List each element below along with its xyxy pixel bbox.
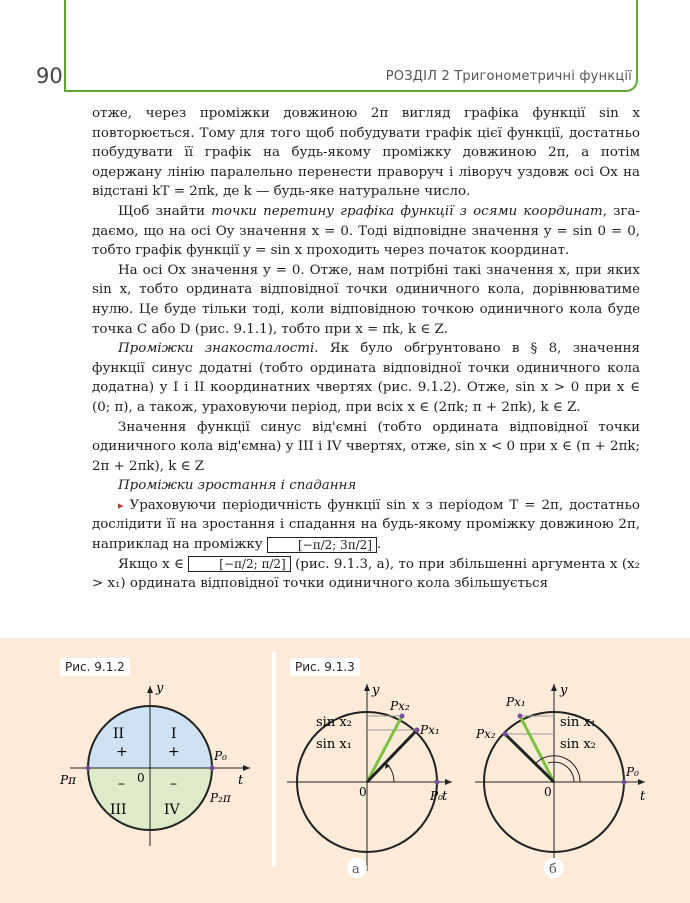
y-arrow-icon xyxy=(364,684,370,691)
figure-caption-9-1-2: Рис. 9.1.2 xyxy=(60,658,130,676)
px2-label: Px₂ xyxy=(390,699,410,713)
chapter-title: РОЗДІЛ 2 Тригонометричні функції xyxy=(385,69,632,84)
interval: [−π/2; π/2] xyxy=(188,556,290,572)
t-label: t xyxy=(442,789,448,804)
subfigure-label-b: б xyxy=(549,862,557,877)
section-heading: Проміжки зростання і спадання xyxy=(118,478,357,494)
quadrant-sign: + xyxy=(116,744,128,760)
quadrant-sign: – xyxy=(118,776,125,792)
y-label: y xyxy=(156,681,164,696)
t-label: t xyxy=(238,773,244,788)
quadrant-label: III xyxy=(110,802,127,818)
unit-circle-a xyxy=(282,676,462,886)
quadrant-sign: – xyxy=(170,776,177,792)
paragraph-5: Значення функції синус від'ємні (тобто ордината відповідної точки одиничного кола від'ємна) у III і IV чвертях, отже, sin x < 0 при x ∈ (π + 2πk; 2π + 2πk), k ∈ Z xyxy=(92,419,640,474)
figure-divider xyxy=(272,652,276,867)
origin-label: 0 xyxy=(544,785,552,799)
t-arrow-icon xyxy=(445,779,452,785)
sin-x2-label: sin x₂ xyxy=(316,715,352,730)
t-label: t xyxy=(640,789,646,804)
p0-label: P₀ xyxy=(626,765,639,779)
y-label: y xyxy=(372,683,380,698)
p2pi-label: P₂π xyxy=(210,791,231,805)
marker-icon: ▸ xyxy=(118,498,124,512)
t-arrow-icon xyxy=(638,779,645,785)
px1-label: Px₁ xyxy=(506,695,526,709)
p0-label: P₀ xyxy=(430,789,443,803)
figure-caption-9-1-3: Рис. 9.1.3 xyxy=(290,658,360,676)
paragraph-8: Якщо x ∈ [−π/2; π/2] (рис. 9.1.3, а), то при збільшенні аргумента x (x₂ > x₁) ордината відповідної точки одиничного кола збільшується xyxy=(92,556,640,592)
t-arrow-icon xyxy=(243,765,250,771)
px1-label: Px₁ xyxy=(420,723,440,737)
sin-x2-label: sin x₂ xyxy=(560,737,596,752)
radius-x1 xyxy=(520,716,554,782)
page-number: 90 xyxy=(36,64,63,88)
quadrant-label: II xyxy=(113,726,125,742)
unit-circle-b xyxy=(470,676,660,886)
subfigure-label-a: а xyxy=(352,862,360,877)
paragraph-7: ▸ Ураховуючи періодичність функції sin x з періодом T = 2π, достатньо дослідити її на зростання і спадання на будь-якому проміжку довжиною 2π, наприклад на проміжку [−π/2; 3π/2] . xyxy=(92,497,640,553)
unit-circle-quadrants xyxy=(50,676,270,856)
paragraph-1: отже, через проміжки довжиною 2π вигляд графіка функції sin x повторюється. Тому для того щоб побудувати графік цієї функції, достатньо побудувати її графік на будь-якому проміжку довжиною 2π, а потім одержану лінію паралельно перенести праворуч і ліворуч уздовж осі Ox на відстані kT = 2πk, де k — будь-яке натуральне число. xyxy=(92,106,640,200)
y-label: y xyxy=(560,683,568,698)
quadrant-label: IV xyxy=(164,802,180,818)
paragraph-4: Проміжки знакосталості. Як було обґрунтовано в § 8, значення функції синус додатні (тобто ордината відповідної точки одиничного кола додатна) у I і II координатних чвертях (рис. 9.1.2). Отже, sin x > 0 при x ∈ (0; π), а також, ураховуючи період, при всіх x ∈ (2πk; π + 2πk), k ∈ Z. xyxy=(92,341,640,415)
body-text xyxy=(92,104,640,594)
ppi-label: Pπ xyxy=(60,773,76,787)
interval: [−π/2; 3π/2] xyxy=(267,537,377,553)
quadrant-label: I xyxy=(171,726,177,742)
sin-x1-label: sin x₁ xyxy=(560,715,596,730)
paragraph-3: На осі Ox значення y = 0. Отже, нам потрібні такі значення x, при яких sin x, тобто ордината відповідної точки одиничного кола, дорівнюватиме нулю. Це буде тільки тоді, коли відповідною точкою одиничного кола буде точка C або D (рис. 9.1.1), тобто при x = πk, k ∈ Z. xyxy=(92,262,640,337)
radius-x2 xyxy=(505,734,554,782)
p0-label: P₀ xyxy=(214,749,227,763)
sin-x1-label: sin x₁ xyxy=(316,737,352,752)
origin-label: 0 xyxy=(137,771,145,785)
y-arrow-icon xyxy=(147,686,153,693)
px2-label: Px₂ xyxy=(476,727,496,741)
quadrant-sign: + xyxy=(168,744,180,760)
y-arrow-icon xyxy=(551,684,557,691)
paragraph-2: Щоб знайти точки перетину графіка функції з осями координат, згадаємо, що на осі Oy значення x = 0. Тоді відповідне значення y = sin 0 = 0, тобто графік функції y = sin x проходить через початок координат. xyxy=(92,203,640,259)
origin-label: 0 xyxy=(359,785,367,799)
